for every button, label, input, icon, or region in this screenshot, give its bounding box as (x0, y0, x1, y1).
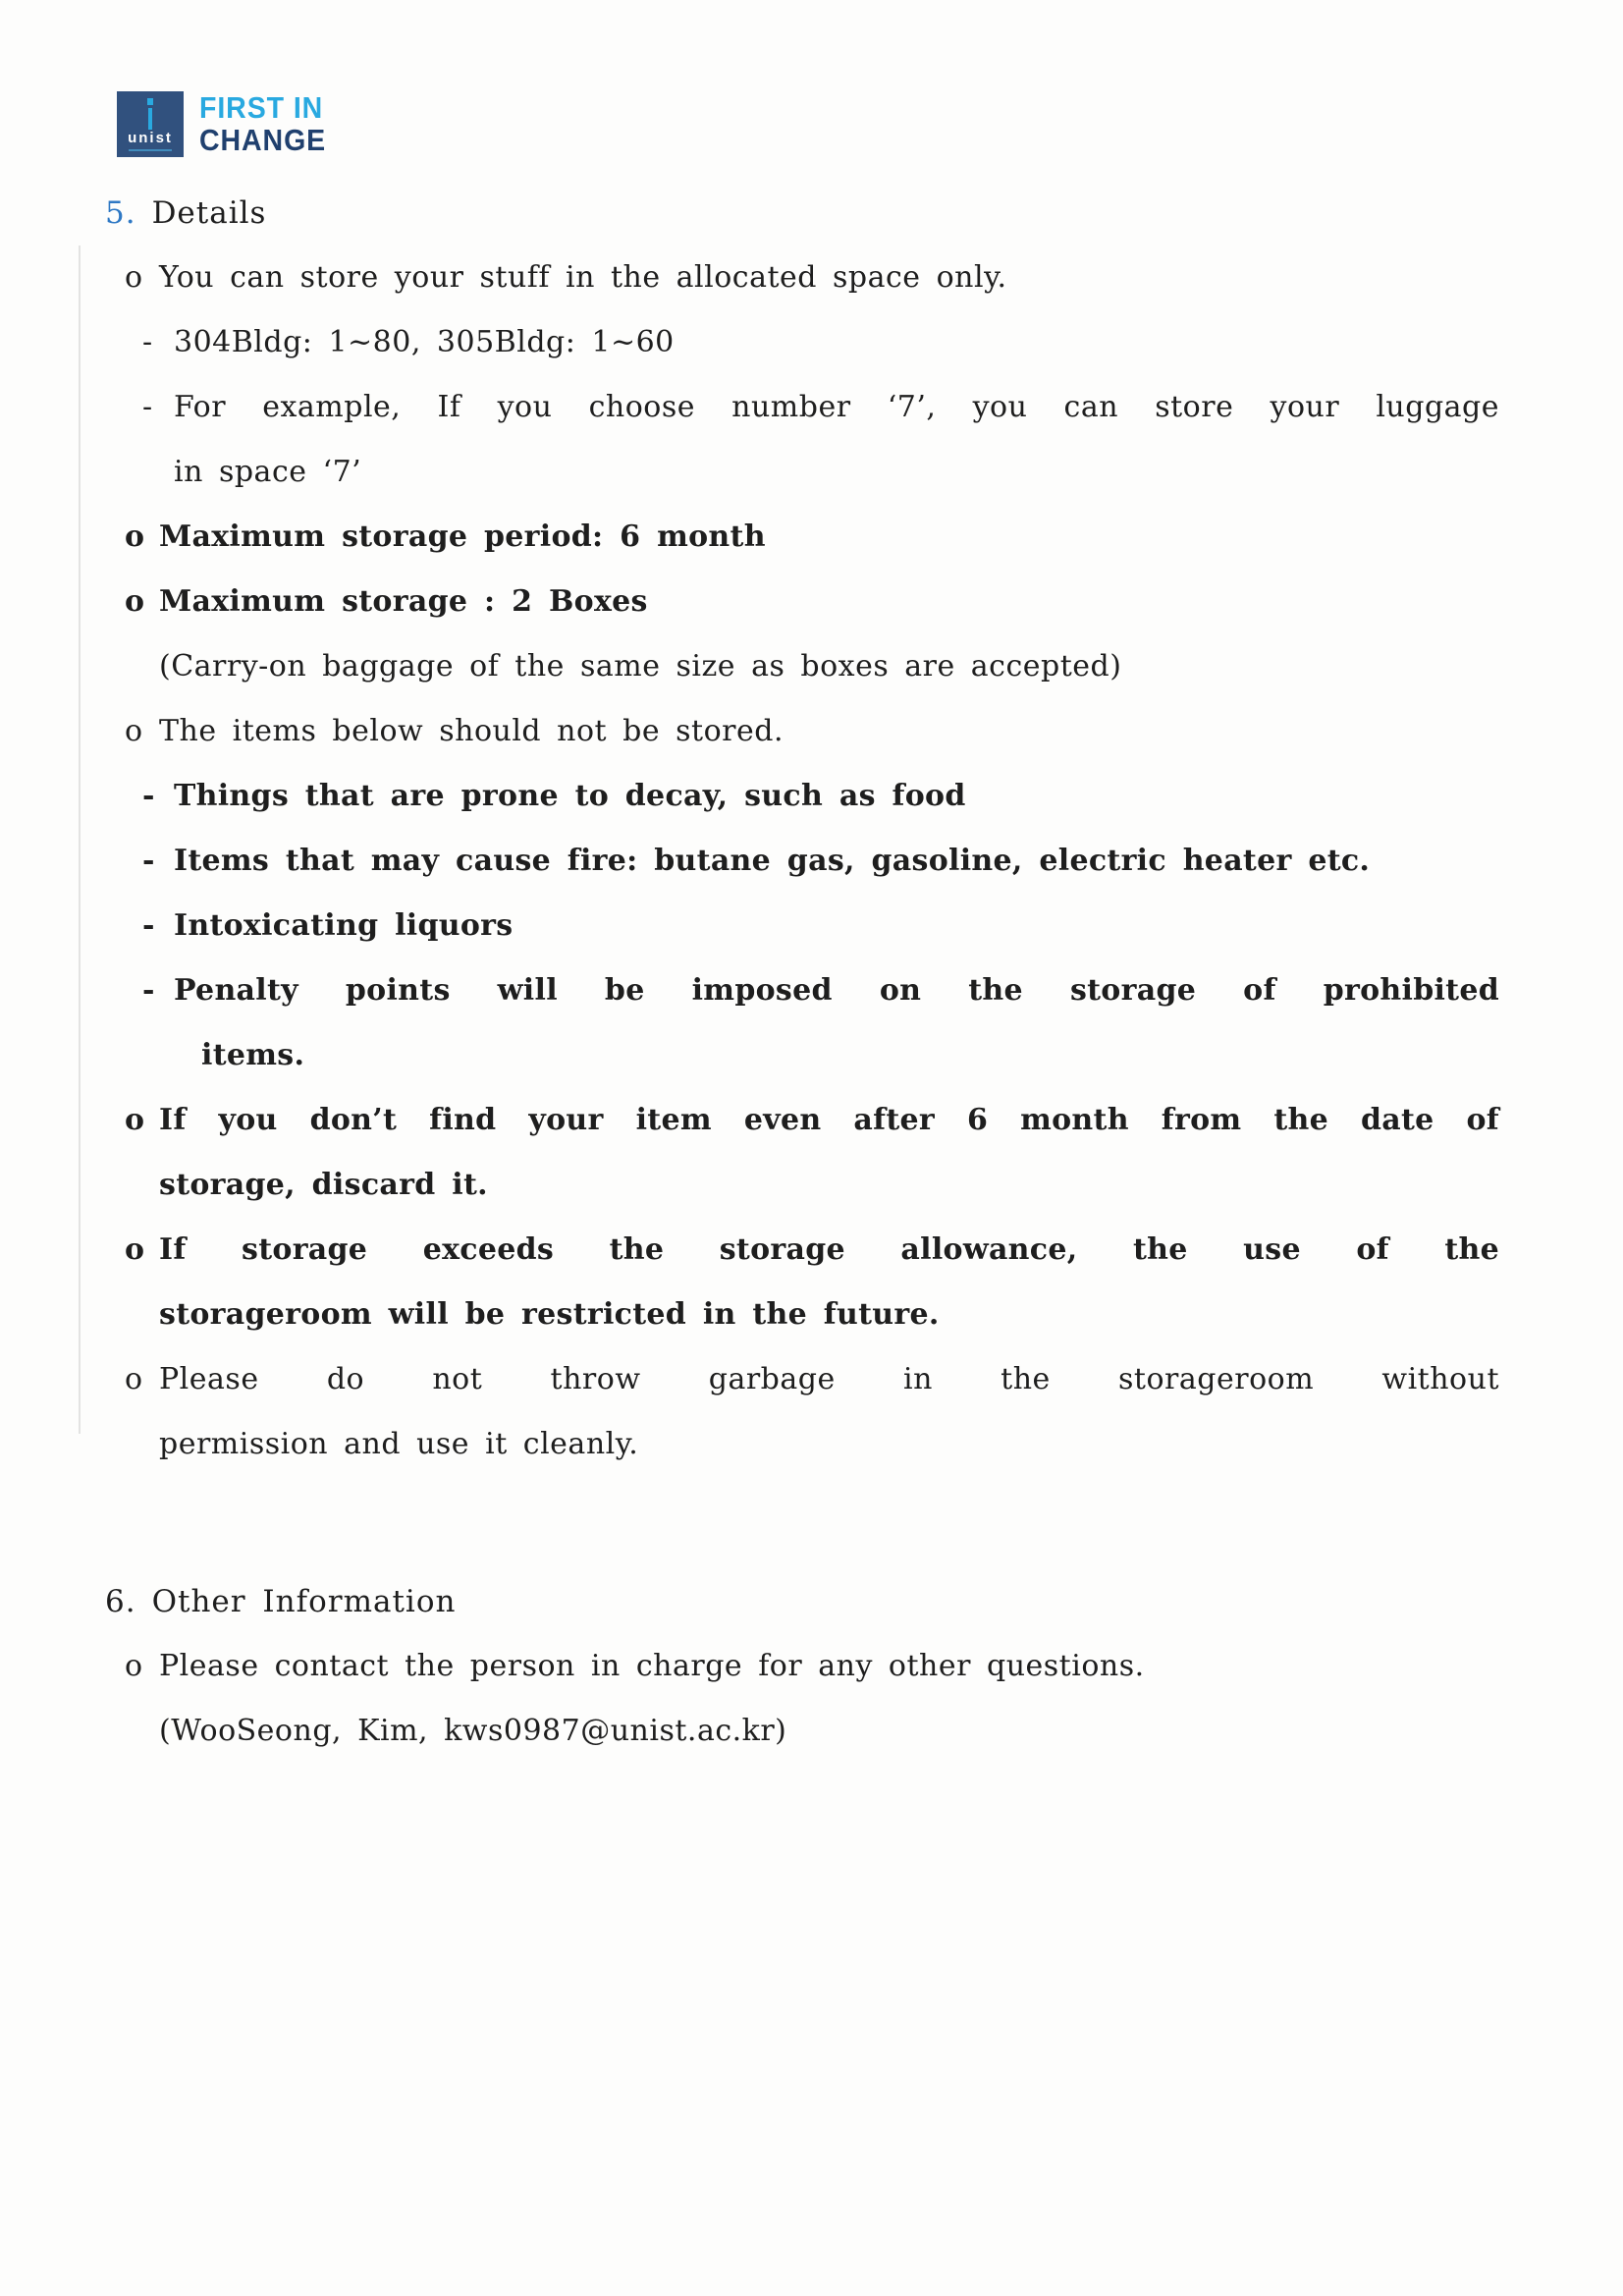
line-text: storageroom will be restricted in the future. (159, 1297, 940, 1332)
unist-logo-text: unist (128, 130, 173, 146)
doc-line (103, 505, 1499, 570)
doc-line (103, 1347, 1499, 1412)
bullet-marker: o (125, 1649, 143, 1683)
bullet-marker: o (125, 1232, 145, 1267)
bullet-marker: o (125, 1362, 143, 1396)
section-title (103, 182, 1499, 246)
bullet-marker: o (125, 260, 143, 295)
logo-wordmark (199, 91, 326, 156)
doc-line (103, 570, 1499, 634)
line-text: Please do not throw garbage in the storageroom without (159, 1362, 1499, 1396)
doc-line (103, 958, 1499, 1023)
doc-line (103, 375, 1499, 440)
doc-line (103, 1283, 1499, 1347)
doc-line (103, 1023, 1499, 1088)
bullet-marker: - (142, 844, 155, 878)
doc-line (103, 634, 1499, 699)
section-number: 6. (105, 1584, 136, 1619)
line-text: Items that may cause fire: butane gas, gasoline, electric heater etc. (174, 844, 1371, 878)
unist-i-icon (147, 98, 153, 105)
line-text: Penalty points will be imposed on the storage of prohibited (174, 973, 1499, 1008)
section-title-text: Details (151, 195, 267, 231)
line-text: Maximum storage : 2 Boxes (159, 584, 648, 619)
doc-line (103, 1088, 1499, 1153)
bullet-marker: o (125, 714, 143, 748)
line-text: in space ‘7’ (174, 455, 362, 489)
doc-line (103, 246, 1499, 310)
doc-line (103, 829, 1499, 894)
line-text: If you don’t find your item even after 6 month from the date of (159, 1103, 1499, 1137)
doc-line (103, 1634, 1499, 1699)
wordmark-first-in: FIRST IN (199, 90, 324, 125)
section-number: 5. (105, 195, 136, 231)
bullet-marker: - (142, 908, 155, 943)
bullet-marker: - (142, 325, 153, 359)
scan-artifact-line (79, 246, 81, 1434)
line-text: permission and use it cleanly. (159, 1427, 639, 1461)
document-content (103, 182, 1499, 1764)
line-text: Maximum storage period: 6 month (159, 519, 766, 554)
doc-line (103, 894, 1499, 958)
doc-line (103, 1153, 1499, 1218)
section-title-text: Other Information (151, 1584, 457, 1619)
line-text: (WooSeong, Kim, kws0987@unist.ac.kr) (159, 1714, 787, 1748)
line-text: For example, If you choose number ‘7’, you can store your luggage (174, 390, 1499, 424)
doc-line (103, 310, 1499, 375)
unist-logo-underline (129, 149, 172, 151)
doc-line (103, 440, 1499, 505)
doc-line (103, 1699, 1499, 1764)
line-text: If storage exceeds the storage allowance, the use of the (159, 1232, 1499, 1267)
bullet-marker: - (142, 973, 155, 1008)
doc-line (103, 764, 1499, 829)
unist-i-stem-icon (148, 108, 152, 130)
bullet-marker: o (125, 584, 145, 619)
line-text: Intoxicating liquors (174, 908, 514, 943)
doc-line (103, 1218, 1499, 1283)
line-text: items. (201, 1038, 305, 1072)
unist-logo-square (117, 91, 184, 157)
unist-logo (117, 91, 337, 157)
line-text: Things that are prone to decay, such as food (174, 779, 966, 813)
line-text: storage, discard it. (159, 1168, 488, 1202)
line-text: Please contact the person in charge for any other questions. (159, 1649, 1145, 1683)
line-text: The items below should not be stored. (159, 714, 784, 748)
line-text: You can store your stuff in the allocated space only. (159, 260, 1007, 295)
doc-line (103, 1412, 1499, 1477)
bullet-marker: - (142, 779, 155, 813)
bullet-marker: o (125, 1103, 145, 1137)
line-text: 304Bldg: 1~80, 305Bldg: 1~60 (174, 325, 675, 359)
bullet-marker: - (142, 390, 153, 424)
section-title (103, 1570, 1499, 1634)
bullet-marker: o (125, 519, 145, 554)
wordmark-change: CHANGE (199, 123, 327, 157)
doc-line (103, 699, 1499, 764)
line-text: (Carry-on baggage of the same size as boxes are accepted) (159, 649, 1122, 683)
